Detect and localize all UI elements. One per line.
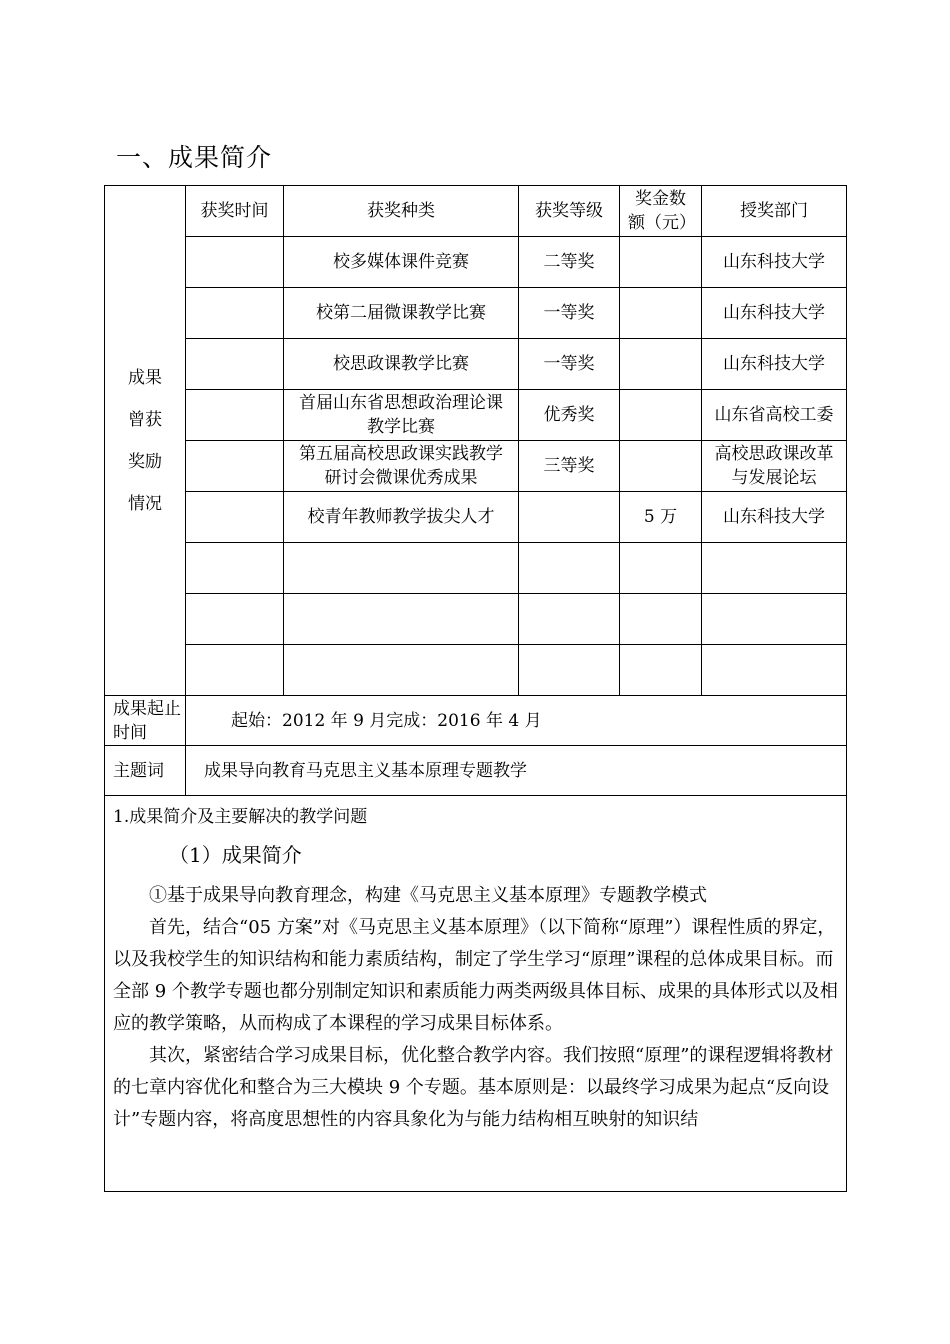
summary-point: ①基于成果导向教育理念，构建《马克思主义基本原理》专题教学模式: [149, 885, 707, 906]
award-level: [519, 492, 620, 543]
header-award-amount: 奖金数额（元）: [620, 186, 702, 237]
award-level: [519, 543, 620, 594]
award-time: [186, 339, 284, 390]
award-time: [186, 594, 284, 645]
award-amount: 5 万: [620, 492, 702, 543]
side-label-line: 曾获: [128, 409, 162, 430]
award-row: [105, 441, 847, 492]
keywords-row: [105, 746, 847, 796]
award-level: 三等奖: [519, 441, 620, 492]
period-label: 成果起止时间: [105, 696, 186, 746]
header-award-level: 获奖等级: [519, 186, 620, 237]
award-level: [519, 645, 620, 696]
award-category: 校思政课教学比赛: [284, 339, 519, 390]
award-dept: [702, 594, 847, 645]
award-amount: [620, 594, 702, 645]
award-level: 一等奖: [519, 288, 620, 339]
award-row: [105, 288, 847, 339]
award-category: 校青年教师教学拔尖人才: [284, 492, 519, 543]
side-label-line: 成果: [128, 367, 162, 388]
award-time: [186, 645, 284, 696]
summary-title: 1.成果简介及主要解决的教学问题: [113, 807, 368, 827]
section-heading: 一、成果简介: [116, 143, 273, 172]
award-category: 首届山东省思想政治理论课教学比赛: [284, 390, 519, 441]
award-dept: 山东省高校工委: [702, 390, 847, 441]
award-category: [284, 543, 519, 594]
award-row: [105, 237, 847, 288]
period-value: 起始：2012 年 9 月完成：2016 年 4 月: [186, 696, 847, 746]
keywords-value: 成果导向教育马克思主义基本原理专题教学: [186, 746, 847, 796]
award-dept: 山东科技大学: [702, 288, 847, 339]
award-amount: [620, 441, 702, 492]
summary-subtitle: （1）成果简介: [169, 843, 302, 867]
award-amount: [620, 339, 702, 390]
summary-paragraph: 首先，结合“05 方案”对《马克思主义基本原理》（以下简称“原理”）课程性质的界定，以及我校学生的知识结构和能力素质结构，制定了学生学习“原理”课程的总体成果目标。而全部 9 个教学专题也都分别制定知识和素质能力两类两级具体目标、成果的具体形式以及相应的教学策略，从而构成了本课程的学习成果目标体系。: [113, 917, 838, 1034]
award-row: [105, 492, 847, 543]
award-time: [186, 237, 284, 288]
award-row: [105, 390, 847, 441]
award-level: 优秀奖: [519, 390, 620, 441]
period-row: [105, 696, 847, 746]
header-award-dept: 授奖部门: [702, 186, 847, 237]
award-row: [105, 594, 847, 645]
award-category: [284, 645, 519, 696]
award-time: [186, 543, 284, 594]
award-level: 一等奖: [519, 339, 620, 390]
header-award-category: 获奖种类: [284, 186, 519, 237]
award-time: [186, 390, 284, 441]
award-category: 校多媒体课件竞赛: [284, 237, 519, 288]
award-level: [519, 594, 620, 645]
keywords-label: 主题词: [105, 746, 186, 796]
side-label-line: 奖励: [128, 451, 162, 472]
award-dept: 高校思政课改革与发展论坛: [702, 441, 847, 492]
award-level: 二等奖: [519, 237, 620, 288]
awards-table: [104, 185, 847, 1192]
award-row: [105, 543, 847, 594]
award-amount: [620, 390, 702, 441]
header-award-time: 获奖时间: [186, 186, 284, 237]
award-dept: 山东科技大学: [702, 237, 847, 288]
award-dept: [702, 645, 847, 696]
award-row: [105, 645, 847, 696]
award-time: [186, 492, 284, 543]
award-dept: [702, 543, 847, 594]
summary-paragraph: 其次，紧密结合学习成果目标，优化整合教学内容。我们按照“原理”的课程逻辑将教材的七章内容优化和整合为三大模块 9 个专题。基本原则是：以最终学习成果为起点“反向设计”专题内容，将高度思想性的内容具象化为与能力结构相互映射的知识结: [113, 1045, 834, 1130]
award-amount: [620, 645, 702, 696]
award-time: [186, 288, 284, 339]
side-label-line: 情况: [128, 493, 162, 514]
award-row: [105, 339, 847, 390]
award-time: [186, 441, 284, 492]
award-dept: 山东科技大学: [702, 339, 847, 390]
award-category: 校第二届微课教学比赛: [284, 288, 519, 339]
award-amount: [620, 237, 702, 288]
award-category: [284, 594, 519, 645]
award-category: 第五届高校思政课实践教学研讨会微课优秀成果: [284, 441, 519, 492]
summary-cell: [105, 796, 847, 1192]
award-amount: [620, 288, 702, 339]
award-dept: 山东科技大学: [702, 492, 847, 543]
awards-header-row: [105, 186, 847, 237]
awards-side-label: [105, 186, 186, 696]
summary-row: [105, 796, 847, 1192]
award-amount: [620, 543, 702, 594]
